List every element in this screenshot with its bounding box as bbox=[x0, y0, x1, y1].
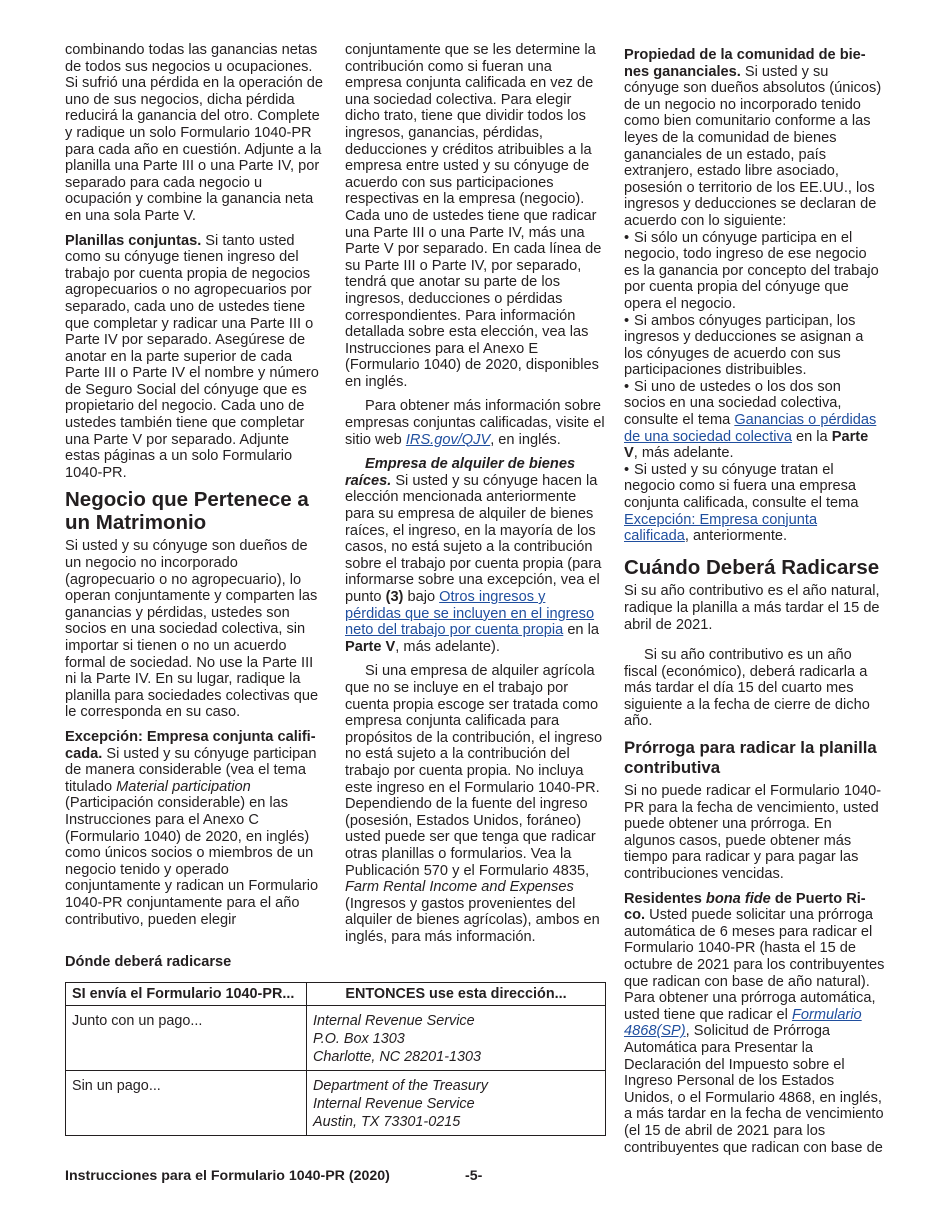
paragraph-text: (Ingresos y gastos provenientes del alquiler de bienes agrícolas), ambos en inglés, para más información. bbox=[345, 895, 600, 945]
paragraph: conjuntamente que se les determine la contribución como si fueran una empresa conjunta calificada en vez de una sociedad colectiva. Para elegir dicho trato, tiene que dividir todos los ingresos, ganancias, pérdidas, deducciones y créditos atribuibles a la empresa entre usted y su cónyuge de acuerdo con sus participaciones respectivas en la empresa (negocio). Cada uno de ustedes tiene que radicar una Parte III o una Parte IV, más una Parte V por separado. En cada línea de su Parte III o Parte IV, por separado, tendrá que anotar su parte de los ingresos, deducciones o pérdidas correspondientes. Para información detallada sobre esta elección, vea las Instrucciones para el Anexo E (Formulario 1040) de 2020, disponibles en inglés. bbox=[345, 42, 602, 390]
run-in-heading: Residentes bbox=[624, 890, 706, 907]
subsection-heading: Prórroga para radicar la planilla contributiva bbox=[624, 738, 877, 777]
address-line: Charlotte, NC 28201-1303 bbox=[313, 1049, 481, 1065]
paragraph: Si no puede radicar el Formulario 1040-PR para la fecha de vencimiento, usted puede obtener una prórroga. En algunos casos, puede obtener más tiempo para radicar y para pagar las contribuciones vencidas. bbox=[624, 783, 882, 883]
paragraph-text: , más adelante). bbox=[395, 638, 500, 655]
paragraph: Si su año contributivo es el año natural, radique la planilla a más tardar el 15 de abril de 2021. bbox=[624, 583, 880, 633]
paragraph-text: , Solicitud de Prórroga Automática para Presentar la Declaración del Impuesto sobre el Ingreso Personal de los Estados Unidos, o el Formulario 4868, en inglés, a más tardar en la fecha de vencimiento (el 15 de abril de 2021 para los contribuyentes que radican con base de bbox=[624, 1023, 884, 1156]
paragraph-text: bajo bbox=[403, 589, 440, 605]
paragraph-text: Si usted y su cónyuge hacen la elección mencionada anteriormente para su empresa de alquiler de bienes raíces, el ingreso, en la mayoría de los casos, no está sujeto a la contribución sobre el trabajo por cuenta propia (para informarse sobre una excepción, vea el punto bbox=[345, 472, 602, 605]
column-2 bbox=[345, 42, 605, 953]
address-table bbox=[65, 982, 606, 1136]
list-item-text: Si uno de ustedes o los dos son socios en una sociedad colectiva, consulte el tema bbox=[624, 378, 842, 429]
run-in-heading: Planillas conjuntas. bbox=[65, 232, 202, 249]
table-row bbox=[66, 1006, 606, 1071]
paragraph-text: Si usted y su cónyuge son dueños absolutos (únicos) de un negocio no incorporado tenido como bien comunitario conforme a las leyes de la comunidad de bienes gananciales de un estado, país extranjero, estado libre asociado, posesión o territorio de los EE.UU., los ingresos y deducciones se declaran de acuerdo con lo siguiente: bbox=[624, 63, 882, 229]
bold-term: Parte V bbox=[345, 638, 396, 655]
paragraph: Si usted y su cónyuge son dueños de un negocio no incorporado (agropecuario o no agropecuario), lo operan conjuntamente y comparten las ganancias y pérdidas, ustedes son socios en una sociedad colectiva, sin importar si tienen o no un acuerdo formal de sociedad. No use la Parte III ni la Parte IV. En su lugar, radique la planilla para sociedades colectivas que le corresponda en su caso. bbox=[65, 538, 319, 721]
address-line: Internal Revenue Service bbox=[313, 1096, 475, 1112]
address-cell bbox=[307, 1006, 606, 1071]
table-cell: Sin un pago... bbox=[66, 1071, 307, 1136]
paragraph bbox=[345, 663, 605, 945]
list-item-text: Si ambos cónyuges participan, los ingresos y deducciones se asignan a los cónyuges de acuerdo con sus participaciones distribuibles. bbox=[624, 312, 864, 379]
address-line: Department of the Treasury bbox=[313, 1078, 488, 1094]
table-row bbox=[66, 1071, 606, 1136]
paragraph-text: Para obtener más información sobre empresas conjuntas calificadas, visite el sitio web bbox=[345, 398, 605, 448]
column-header: SI envía el Formulario 1040-PR... bbox=[66, 983, 307, 1006]
paragraph-text: Si tanto usted como su cónyuge tienen ingreso del trabajo por cuenta propia de negocios agropecuarios o no agropecuarios por separado, cada uno de ustedes tiene que completar y radicar una Parte III o Parte IV por separado. Asegúrese de anotar en la parte superior de cada Parte III o Parte IV el nombre y número de Seguro Social del cónyuge que es propietario del negocio. Cada uno de ustedes también tiene que completar una Parte V por separado. Adjunte estas páginas a un solo Formulario 1040-PR. bbox=[65, 232, 319, 481]
table-cell: Junto con un pago... bbox=[66, 1006, 307, 1071]
section-heading: Negocio que Pertenece a un Matrimonio bbox=[65, 488, 309, 534]
column-header: ENTONCES use esta dirección... bbox=[307, 983, 606, 1006]
paragraph-text: (Participación considerable) en las Instrucciones para el Anexo C (Formulario 1040) de 2020, en inglés) como únicos socios o miembros de un negocio tenido y operado conjuntamente y radican un Formulario 1040-PR conjuntamente para el año contributivo, pueden elegir bbox=[65, 795, 319, 928]
link-irs-qjv[interactable]: IRS.gov/QJV bbox=[405, 431, 491, 448]
page-number: -5- bbox=[465, 1168, 483, 1184]
paragraph bbox=[65, 729, 327, 928]
table-header-row bbox=[66, 983, 606, 1006]
link-otros-ingresos[interactable]: Otros ingresos y pérdidas que se incluyen en el ingreso neto del trabajo por cuenta propia bbox=[345, 589, 595, 639]
paragraph bbox=[624, 47, 886, 230]
page-footer-title: Instrucciones para el Formulario 1040-PR (2020) bbox=[65, 1168, 390, 1184]
paragraph bbox=[65, 233, 327, 482]
list-item-text: Si sólo un cónyuge participa en el negocio, todo ingreso de ese negocio es la ganancia por concepto del trabajo por cuenta propia del cónyuge que opera el negocio. bbox=[624, 229, 879, 312]
paragraph bbox=[345, 398, 605, 448]
address-line: Internal Revenue Service bbox=[313, 1013, 475, 1029]
paragraph bbox=[345, 456, 605, 655]
list-item-text: Si usted y su cónyuge tratan el negocio como si fuera una empresa conjunta calificada, consulte el tema bbox=[624, 461, 859, 512]
italic-term: Farm Rental Income and Expenses bbox=[345, 879, 574, 896]
address-line: P.O. Box 1303 bbox=[313, 1031, 405, 1047]
link-ganancias-sociedad[interactable]: Ganancias o pérdidas de una sociedad colectiva bbox=[624, 412, 877, 445]
list-item-text: en la bbox=[791, 428, 832, 445]
paragraph-text: Usted puede solicitar una prórroga automática de 6 meses para radicar el Formulario 1040-PR (hasta el 15 de octubre de 2021 para los contribuyentes que radican con base de año natural). Para obtener una prórroga automática, usted tiene que radicar el bbox=[624, 907, 885, 1023]
run-in-heading: de Puerto Ri-co. bbox=[624, 890, 866, 924]
list-item bbox=[624, 379, 886, 462]
italic-term: Material participation bbox=[116, 778, 251, 795]
list-item-text: , más adelante. bbox=[633, 445, 734, 462]
section-heading: Cuándo Deberá Radicarse bbox=[624, 555, 880, 579]
paragraph-text: Si una empresa de alquiler agrícola que no se incluye en el trabajo por cuenta propia escoge ser tratada como empresa conjunta calificada para propósitos de la contribución, el ingreso no está sujeto a la contribución del trabajo por cuenta propia. No incluya este ingreso en el Formulario 1040-PR. Dependiendo de la fuente del ingreso (posesión, Estados Unidos, foráneo) usted puede ser que tenga que radicar otras planillas o formularios. Vea la Publicación 570 y el Formulario 4835, bbox=[345, 663, 603, 879]
run-in-heading: Excepción: Empresa conjunta califi-cada. bbox=[65, 728, 316, 762]
bold-term: (3) bbox=[385, 589, 404, 605]
address-cell bbox=[307, 1071, 606, 1136]
run-in-heading: Propiedad de la comunidad de bie-nes gananciales. bbox=[624, 47, 866, 80]
bullet-list bbox=[624, 230, 886, 545]
address-line: Austin, TX 73301-0215 bbox=[313, 1114, 461, 1130]
paragraph-text: Si usted y su cónyuge participan de manera considerable (vea el tema titulado bbox=[65, 745, 317, 795]
column-1 bbox=[65, 42, 327, 936]
list-item-text: , anteriormente. bbox=[684, 528, 788, 545]
paragraph: combinando todas las ganancias netas de todos sus negocios u ocupaciones. Si sufrió una pérdida en la operación de uno de sus negocios, dicha pérdida reducirá la ganancia del otro. Complete y radique un solo Formulario 1040-PR para cada año en cuestión. Adjunte a la planilla una Parte III o una Parte IV, por separado para cada negocio u ocupación y combine la ganancia neta en una sola Parte V. bbox=[65, 42, 323, 224]
paragraph bbox=[624, 891, 886, 1157]
bold-term: Parte V bbox=[624, 428, 869, 462]
link-formulario-4868sp[interactable]: Formulario 4868(SP) bbox=[624, 1006, 862, 1040]
paragraph: Si su año contributivo es un año fiscal (económico), deberá radicarla a más tardar el día 15 del cuarto mes siguiente a la fecha de cierre de dicho año. bbox=[624, 647, 870, 730]
run-in-heading: bona fide bbox=[705, 890, 771, 907]
paragraph-text: en la bbox=[563, 622, 599, 639]
list-item bbox=[624, 230, 886, 313]
paragraph-text: , en inglés. bbox=[490, 431, 561, 448]
list-item bbox=[624, 313, 886, 379]
run-in-heading: Empresa de alquiler de bienes raíces. bbox=[345, 456, 576, 489]
link-excepcion-empresa[interactable]: Excepción: Empresa conjunta calificada bbox=[624, 511, 818, 545]
column-3 bbox=[624, 47, 886, 1164]
list-item bbox=[624, 462, 886, 545]
table-title: Dónde deberá radicarse bbox=[65, 954, 232, 970]
